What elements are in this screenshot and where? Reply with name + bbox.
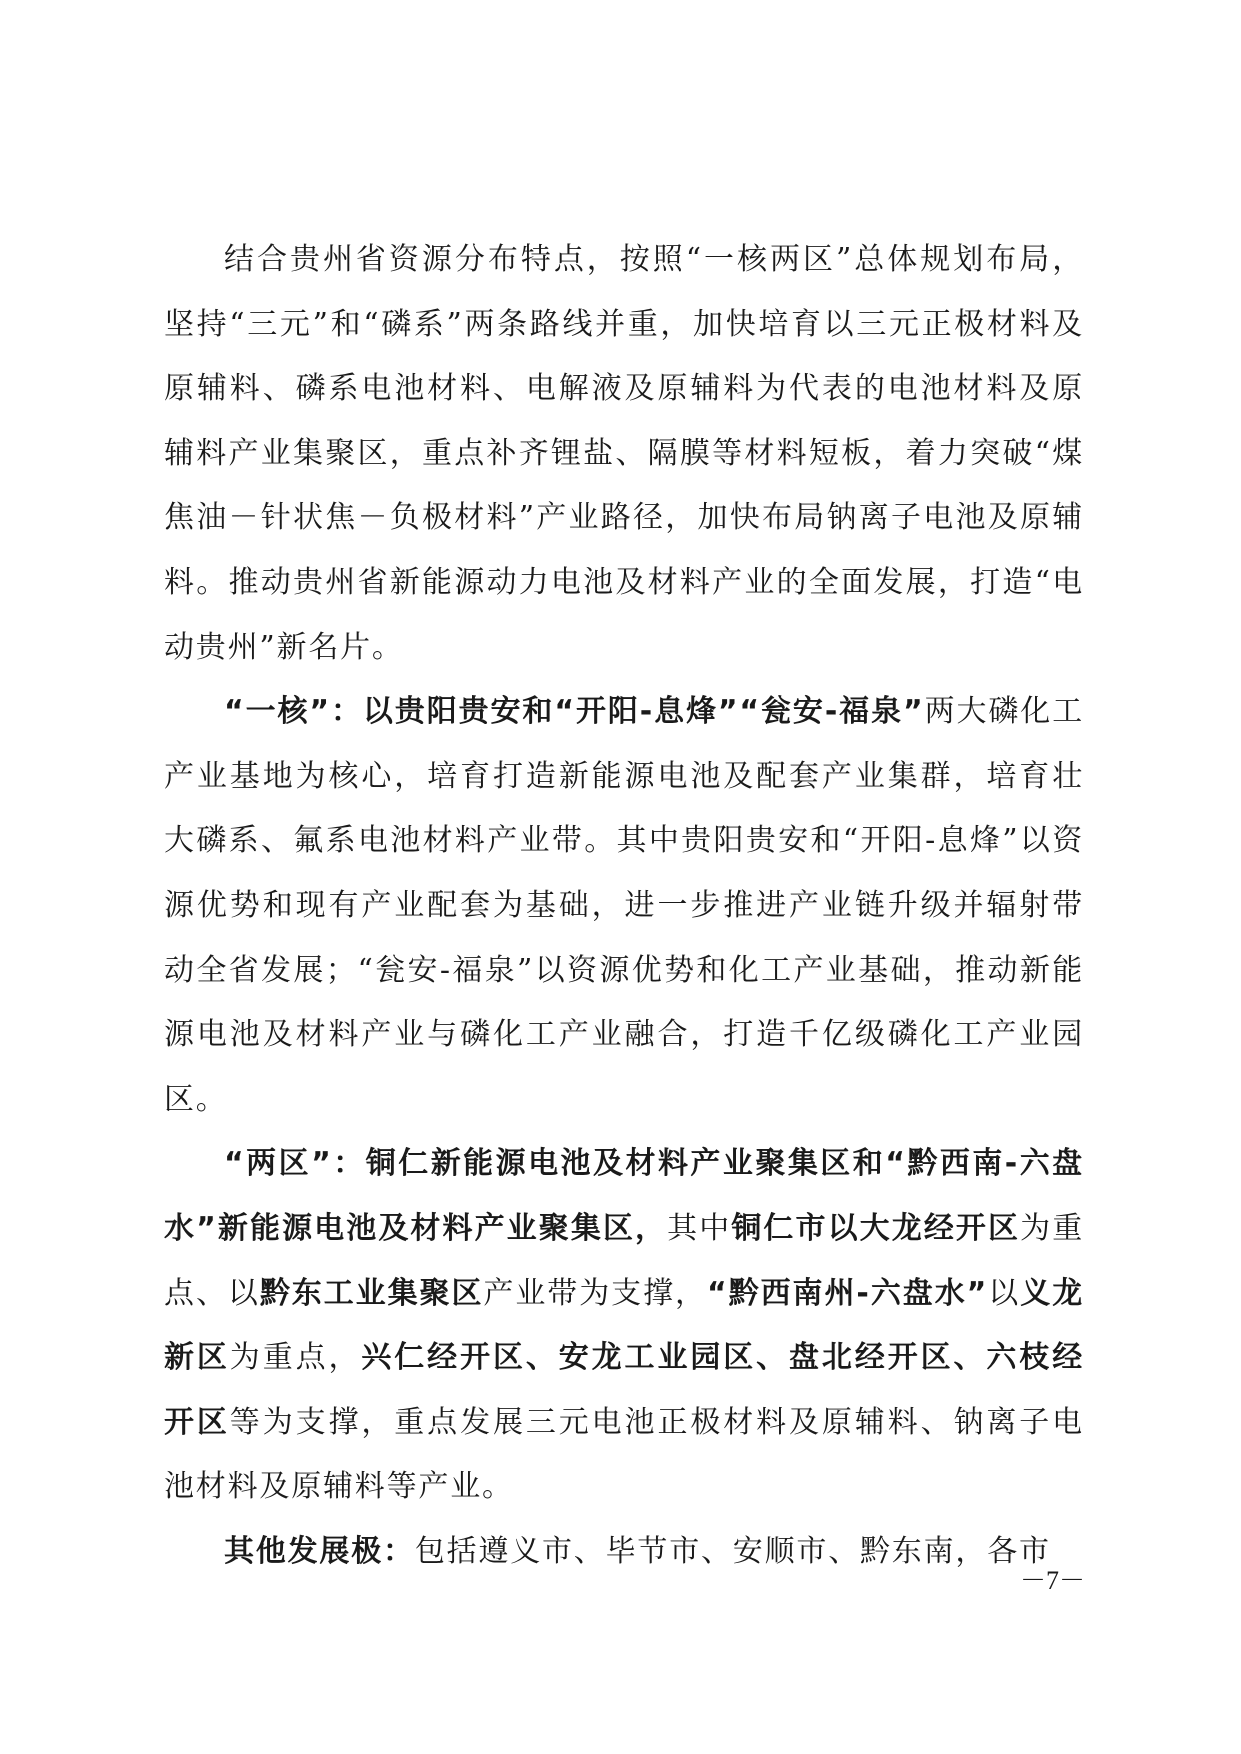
text-segment: 以 — [988, 1275, 1021, 1311]
page-number: －7－ — [1020, 1566, 1086, 1595]
paragraph-one-core — [164, 680, 1084, 1132]
paragraph-other-poles — [164, 1520, 1084, 1585]
bold-text-segment: 铜仁市以大龙经开区 — [731, 1210, 1021, 1246]
text-segment: 其中 — [667, 1210, 732, 1246]
bold-text-segment: 黔东工业集聚区 — [259, 1275, 484, 1311]
paragraph-overview — [164, 228, 1084, 680]
text-segment: 包括遵义市、毕节市、安顺市、黔东南，各市 — [414, 1533, 1051, 1569]
bold-heading-one-core: “一核”：以贵阳贵安和“开阳-息烽”“瓮安-福泉” — [224, 694, 925, 730]
text-segment: 产业带为支撑， — [483, 1275, 708, 1311]
bold-text-segment: 兴仁经开区、安龙工业园区、盘北经开区、六枝经开区 — [164, 1340, 1084, 1440]
document-body — [164, 228, 1084, 1584]
text-segment: 等为支撑，重点发展三元电池正极材料及原辅料、钠离子电池材料及原辅料等产业。 — [164, 1404, 1084, 1505]
bold-text-segment: 义龙新区 — [164, 1275, 1085, 1376]
bold-heading-other-poles: 其他发展极： — [224, 1533, 415, 1569]
text-segment: 结合贵州省资源分布特点，按照“一核两区”总体规划布局，坚持“三元”和“磷系”两条路线并重，加快培育以三元正极材料及原辅料、磷系电池材料、电解液及原辅料为代表的电池材料及原辅料产业集聚区，重点补齐锂盐、隔膜等材料短板，着力突破“煤焦油－针状焦－负极材料”产业路径，加快布局钠离子电池及原辅料。推动贵州省新能源动力电池及材料产业的全面发展，打造“电动贵州”新名片。 — [164, 242, 1084, 665]
paragraph-two-zones — [164, 1132, 1084, 1520]
text-segment: 为重点、以 — [164, 1210, 1084, 1311]
text-segment: 为重点， — [229, 1340, 362, 1376]
bold-text-segment: “黔西南州-六盘水” — [707, 1275, 989, 1311]
bold-heading-two-zones: “两区”：铜仁新能源电池及材料产业聚集区和“黔西南-六盘水”新能源电池及材料产业聚集区， — [164, 1146, 1084, 1246]
text-segment: 两大磷化工产业基地为核心，培育打造新能源电池及配套产业集群，培育壮大磷系、氟系电池材料产业带。其中贵阳贵安和“开阳-息烽”以资源优势和现有产业配套为基础，进一步推进产业链升级并辐射带动全省发展；“瓮安-福泉”以资源优势和化工产业基础，推动新能源电池及材料产业与磷化工产业融合，打造千亿级磷化工产业园区。 — [164, 694, 1084, 1117]
